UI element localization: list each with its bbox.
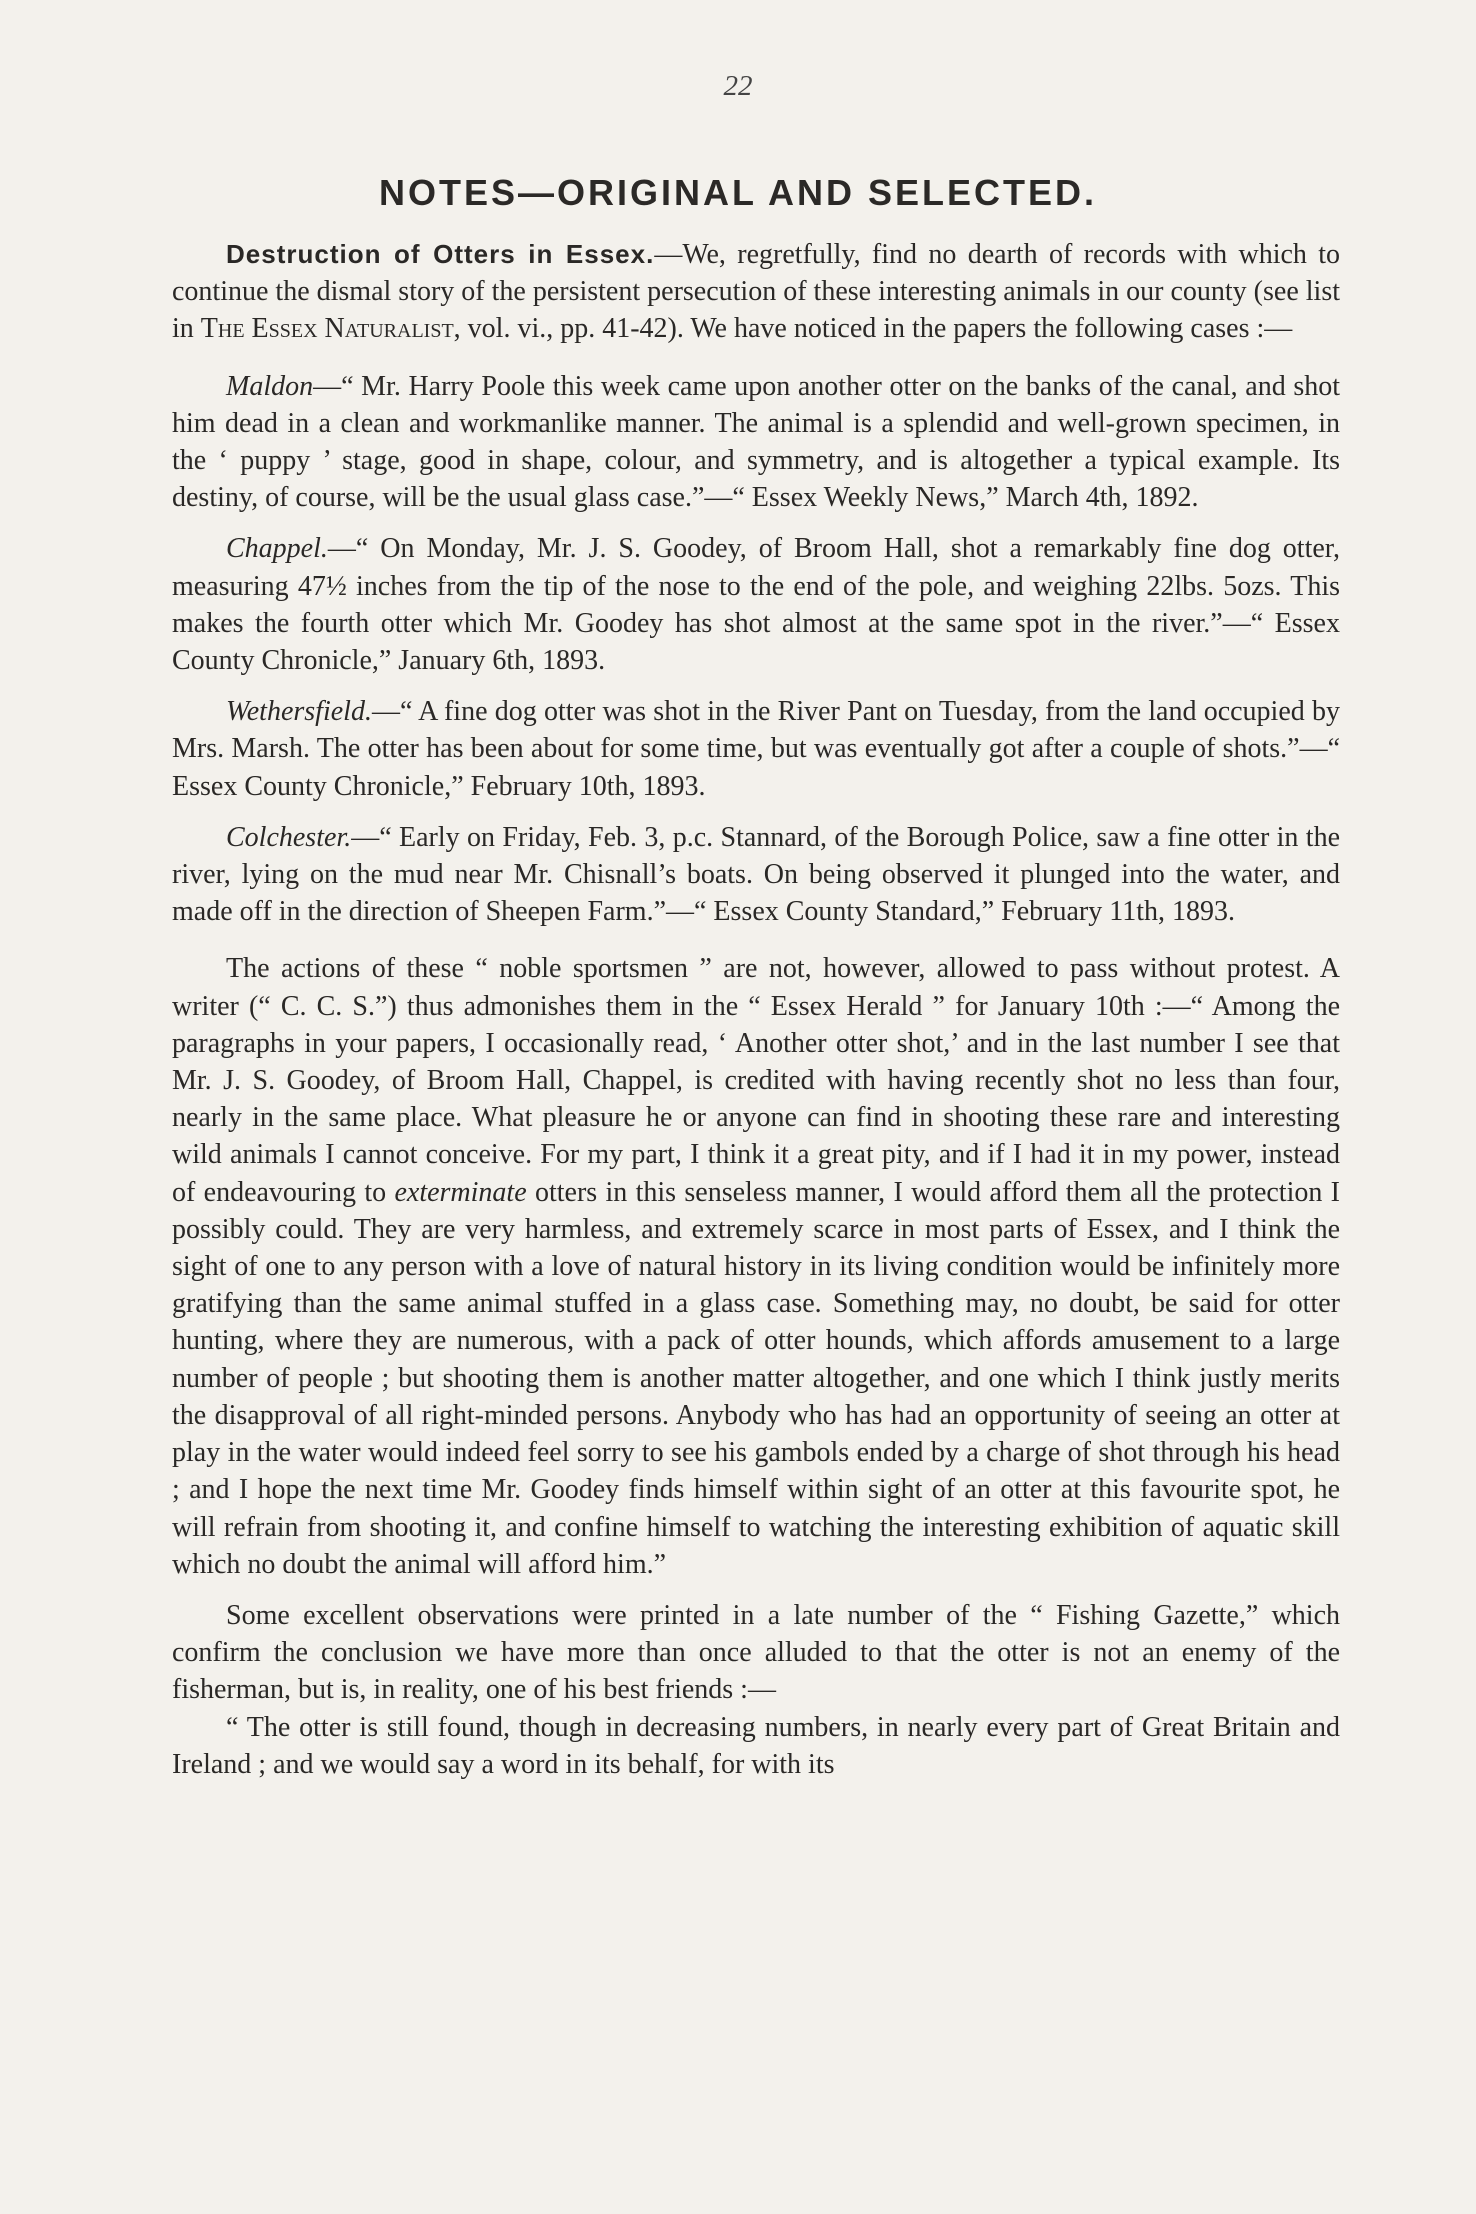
item-text: —“ A fine dog otter was shot in the River Pant on Tuesday, from the land occupied by Mrs. Marsh. The otter has been about for some time, but was eventually got after a couple of shots.”—“ Essex County Chronicle,” February 10th, 1893. xyxy=(172,696,1340,802)
item-place: Wethersfield. xyxy=(226,696,372,728)
emphasis-word: exterminate xyxy=(394,1176,527,1208)
item-wethersfield xyxy=(172,693,1340,805)
gazette-paragraph: Some excellent observations were printed in a late number of the “ Fishing Gazette,” which confirm the conclusion we have more than once alluded to that the otter is not an enemy of the fisherman, but is, in reality, one of his best friends :— xyxy=(172,1599,1340,1706)
item-place: Chappel. xyxy=(226,533,328,565)
intro-paragraph xyxy=(172,236,1340,348)
item-chappel xyxy=(172,530,1340,679)
item-text: —“ Early on Friday, Feb. 3, p.c. Stannard, of the Borough Police, saw a fine otter in the river, lying on the mud near Mr. Chisnall’s boats. On being observed it plunged into the water, and made off in the direction of Sheepen Farm.”—“ Essex County Standard,” February 11th, 1893. xyxy=(172,821,1340,928)
page-number: 22 xyxy=(723,70,753,102)
actions-paragraph xyxy=(172,950,1340,1582)
item-text: —“ Mr. Harry Poole this week came upon another otter on the banks of the canal, and shot him dead in a clean and workmanlike manner. The animal is a splendid and well-grown specimen, in the ‘ puppy ’ stage, good in shape, colour, and symmetry, and is altogether a typical example. Its destiny, of course, will be the usual glass case.”—“ Essex Weekly News,” March 4th, 1892. xyxy=(172,370,1340,514)
item-text: —“ On Monday, Mr. J. S. Goodey, of Broom Hall, shot a remarkably fine dog otter, measuring 47½ inches from the tip of the nose to the end of the pole, and weighing 22lbs. 5ozs. This makes the fourth otter which Mr. Goodey has shot almost at the same spot in the river.”—“ Essex County Chronicle,” January 6th, 1893. xyxy=(172,533,1340,677)
intro-text-a: —We, regretfully, find no dearth of records with which to continue the dismal story of the persistent persecution of these interesting animals in our county (see list in xyxy=(172,239,1341,345)
section-lead: Destruction of Otters in Essex. xyxy=(226,239,655,269)
actions-text-b: otters in this senseless manner, I would afford them all the protection I possibly could. They are very harmless, and extremely scarce in most parts of Essex, and I think the sight of one to any person with a love of natural history in its living condition would be infinitely more gratifying than the same animal stuffed in a glass case. Something may, no doubt, be said for otter hunting, where they are numerous, with a pack of otter hounds, which affords amusement to a large number of people ; but shooting them is another matter altogether, and one which I think justly merits the disapproval of all right-minded persons. Anybody who has had an opportunity of seeing an otter at play in the water would indeed feel sorry to see his gambols ended by a charge of shot through his head ; and I hope the next time Mr. Goodey finds himself within sight of an otter at this favourite spot, he will refrain from shooting it, and confine himself to watching the interesting exhibition of aquatic skill which no doubt the animal will afford him.” xyxy=(172,1176,1340,1580)
item-colchester xyxy=(172,819,1340,931)
item-place: Maldon xyxy=(226,370,314,402)
intro-text-b: , vol. vi., pp. 41-42). We have noticed in the papers the following cases :— xyxy=(453,313,1293,345)
item-maldon xyxy=(172,368,1340,517)
journal-name: The Essex Naturalist xyxy=(200,313,454,345)
page-title: NOTES—ORIGINAL AND SELECTED. xyxy=(378,172,1098,213)
item-place: Colchester. xyxy=(226,821,352,853)
quote-paragraph: “ The otter is still found, though in decreasing numbers, in nearly every part of Great Britain and Ireland ; and we would say a word in its behalf, for with its xyxy=(172,1711,1340,1780)
body-text xyxy=(172,236,1340,1783)
actions-text-a: The actions of these “ noble sportsmen ” are not, however, allowed to pass without protest. A writer (“ C. C. S.”) thus admonishes them in the “ Essex Herald ” for January 10th :—“ Among the paragraphs in your papers, I occasionally read, ‘ Another otter shot,’ and in the last number I see that Mr. J. S. Goodey, of Broom Hall, Chappel, is credited with having recently shot no less than four, nearly in the same place. What pleasure he or anyone can find in shooting these rare and interesting wild animals I cannot conceive. For my part, I think it a great pity, and if I had it in my power, instead of endeavouring to xyxy=(172,953,1340,1208)
